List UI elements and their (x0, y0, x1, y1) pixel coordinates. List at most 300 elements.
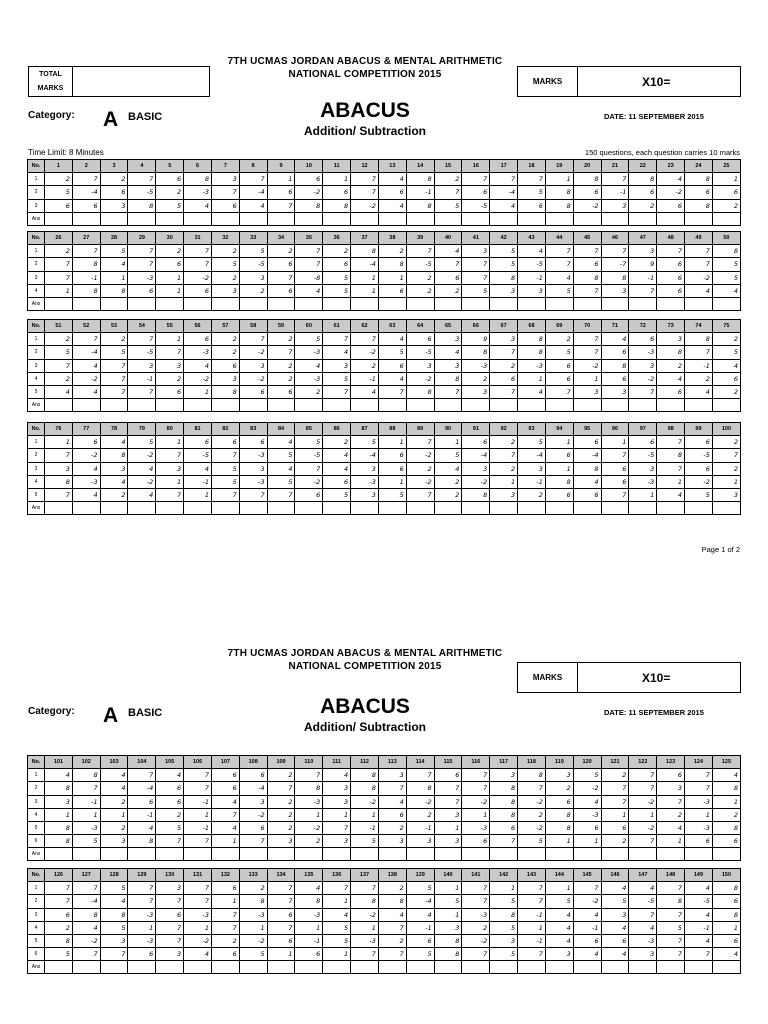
operand-cell: 6 (323, 258, 351, 271)
answer-cell[interactable] (434, 399, 462, 412)
answer-cell[interactable] (267, 212, 295, 225)
answer-cell[interactable] (685, 212, 713, 225)
answer-cell[interactable] (378, 502, 406, 515)
operand-cell: 6 (184, 436, 212, 449)
answer-cell[interactable] (72, 848, 100, 861)
row-index: 3 (28, 359, 45, 372)
answer-cell[interactable] (351, 848, 379, 861)
operand-cell: -3 (295, 372, 323, 385)
answer-cell[interactable] (573, 502, 601, 515)
answer-cell[interactable] (295, 848, 323, 861)
answer-cell[interactable] (72, 212, 100, 225)
answer-cell[interactable] (378, 297, 406, 310)
answer-cell[interactable] (490, 212, 518, 225)
operand-cell: 5 (267, 449, 295, 462)
answer-cell[interactable] (434, 502, 462, 515)
answer-cell[interactable] (629, 297, 657, 310)
answer-cell[interactable] (156, 212, 184, 225)
operand-cell: 4 (601, 882, 629, 895)
answer-cell[interactable] (629, 212, 657, 225)
operand-cell: 4 (239, 199, 267, 212)
marks-value[interactable]: X10= (642, 74, 671, 89)
marks-value[interactable]: X10= (642, 670, 671, 685)
operand-cell: 7 (462, 895, 490, 908)
answer-cell[interactable] (100, 297, 128, 310)
operand-cell: 6 (295, 488, 323, 501)
operand-cell: 7 (267, 488, 295, 501)
answer-cell[interactable] (657, 848, 685, 861)
operand-cell: 8 (45, 835, 73, 848)
answer-cell[interactable] (72, 297, 100, 310)
answer-cell[interactable] (601, 961, 629, 974)
answer-cell[interactable] (184, 502, 212, 515)
answer-cell[interactable] (45, 961, 73, 974)
operand-cell: 6 (434, 769, 462, 782)
answer-cell[interactable] (573, 399, 601, 412)
operand-cell: 8 (72, 284, 100, 297)
operand-cell: -2 (351, 908, 379, 921)
operand-cell: 7 (351, 948, 379, 961)
answer-cell[interactable] (378, 212, 406, 225)
answer-cell[interactable] (573, 297, 601, 310)
operand-cell: -5 (406, 346, 434, 359)
operand-cell: -5 (629, 449, 657, 462)
answer-cell[interactable] (712, 297, 740, 310)
answer-cell[interactable] (100, 212, 128, 225)
operand-cell: -2 (406, 372, 434, 385)
answer-cell[interactable] (601, 848, 629, 861)
answer-cell[interactable] (184, 297, 212, 310)
answer-cell[interactable] (351, 212, 379, 225)
answer-cell[interactable] (295, 502, 323, 515)
operand-cell: 6 (518, 199, 546, 212)
operand-cell: 7 (685, 948, 713, 961)
answer-cell[interactable] (45, 848, 73, 861)
answer-cell[interactable] (351, 297, 379, 310)
answer-cell[interactable] (267, 399, 295, 412)
operand-cell: 7 (184, 258, 212, 271)
operand-cell: 4 (100, 895, 128, 908)
answer-cell[interactable] (100, 399, 128, 412)
answer-cell[interactable] (434, 961, 462, 974)
answer-cell[interactable] (100, 961, 128, 974)
answer-cell[interactable] (184, 399, 212, 412)
answer-cell[interactable] (573, 848, 601, 861)
answer-cell[interactable] (378, 961, 406, 974)
answer-cell[interactable] (657, 502, 685, 515)
answer-cell[interactable] (72, 961, 100, 974)
operand-cell: 7 (378, 385, 406, 398)
answer-cell[interactable] (211, 212, 239, 225)
answer-cell[interactable] (295, 212, 323, 225)
answer-cell[interactable] (462, 961, 490, 974)
category-letter: A (103, 108, 119, 131)
answer-cell[interactable] (128, 399, 156, 412)
operand-cell: 8 (434, 948, 462, 961)
answer-cell[interactable] (72, 502, 100, 515)
operand-cell: -3 (462, 359, 490, 372)
answer-cell[interactable] (545, 848, 573, 861)
operand-cell: 6 (657, 385, 685, 398)
answer-cell[interactable] (545, 399, 573, 412)
operand-cell: 8 (184, 173, 212, 186)
answer-cell[interactable] (184, 961, 212, 974)
answer-cell[interactable] (45, 399, 73, 412)
operand-cell: 7 (657, 462, 685, 475)
operand-cell: 5 (323, 271, 351, 284)
operand-cell: 7 (267, 895, 295, 908)
answer-cell[interactable] (156, 502, 184, 515)
answer-cell[interactable] (490, 848, 518, 861)
row-label-ans: Ans (28, 297, 45, 310)
operand-cell: 8 (45, 475, 73, 488)
question-number: 129 (128, 869, 156, 882)
answer-cell[interactable] (601, 502, 629, 515)
operand-cell: -8 (295, 271, 323, 284)
answer-cell[interactable] (712, 399, 740, 412)
answer-cell[interactable] (490, 399, 518, 412)
operand-cell: -2 (573, 199, 601, 212)
operand-cell: 7 (156, 934, 184, 947)
operand-cell: 1 (211, 895, 239, 908)
operand-cell: 3 (545, 769, 573, 782)
answer-cell[interactable] (657, 399, 685, 412)
answer-cell[interactable] (128, 297, 156, 310)
answer-cell[interactable] (601, 399, 629, 412)
answer-cell[interactable] (434, 212, 462, 225)
question-number: 27 (72, 232, 100, 245)
operand-cell: 3 (239, 271, 267, 284)
row-index: 5 (28, 821, 45, 834)
operand-cell: 4 (295, 284, 323, 297)
answer-cell[interactable] (239, 212, 267, 225)
answer-cell[interactable] (351, 502, 379, 515)
answer-cell[interactable] (323, 502, 351, 515)
operand-cell: 7 (378, 948, 406, 961)
operand-cell: 7 (490, 346, 518, 359)
answer-cell[interactable] (685, 502, 713, 515)
operand-cell: -4 (573, 449, 601, 462)
answer-cell[interactable] (406, 848, 434, 861)
operand-cell: 1 (351, 271, 379, 284)
answer-cell[interactable] (518, 961, 546, 974)
operand-cell: 3 (601, 284, 629, 297)
total-marks-label-line2: MARKS (37, 84, 64, 92)
answer-cell[interactable] (323, 212, 351, 225)
question-grid (27, 422, 741, 515)
operand-cell: -3 (685, 795, 713, 808)
operand-cell: 4 (45, 769, 73, 782)
operand-cell: 8 (100, 284, 128, 297)
operand-cell: 8 (434, 372, 462, 385)
operand-cell: 8 (657, 449, 685, 462)
operand-cell: 1 (434, 908, 462, 921)
operand-cell: 5 (490, 245, 518, 258)
operand-cell: 6 (434, 271, 462, 284)
operand-cell: 6 (211, 436, 239, 449)
operand-cell: 8 (573, 271, 601, 284)
operand-cell: 4 (712, 359, 740, 372)
operand-row (28, 372, 741, 385)
answer-cell[interactable] (629, 961, 657, 974)
total-marks-field[interactable] (73, 67, 209, 96)
answer-cell[interactable] (100, 502, 128, 515)
operand-row (28, 475, 741, 488)
operand-cell: 1 (323, 948, 351, 961)
answer-cell[interactable] (518, 297, 546, 310)
operand-cell: 8 (378, 258, 406, 271)
answer-cell[interactable] (518, 848, 546, 861)
operand-cell: 1 (462, 808, 490, 821)
question-number: 141 (462, 869, 490, 882)
operand-cell: 7 (156, 895, 184, 908)
answer-cell[interactable] (462, 848, 490, 861)
answer-cell[interactable] (211, 961, 239, 974)
answer-cell[interactable] (323, 848, 351, 861)
answer-cell[interactable] (184, 212, 212, 225)
answer-cell[interactable] (657, 297, 685, 310)
operand-row (28, 882, 741, 895)
operand-cell: 7 (462, 882, 490, 895)
operand-cell: -1 (518, 475, 546, 488)
operand-cell: 5 (351, 436, 379, 449)
answer-cell[interactable] (629, 502, 657, 515)
answer-cell[interactable] (239, 961, 267, 974)
operand-cell: 6 (685, 462, 713, 475)
operand-cell: 7 (267, 271, 295, 284)
answer-cell[interactable] (573, 212, 601, 225)
answer-cell[interactable] (267, 961, 295, 974)
operand-cell: 4 (712, 284, 740, 297)
question-number: 68 (518, 320, 546, 333)
answer-cell[interactable] (712, 212, 740, 225)
answer-cell[interactable] (128, 212, 156, 225)
operand-cell: 4 (267, 436, 295, 449)
operand-cell: 7 (45, 449, 73, 462)
answer-cell[interactable] (351, 399, 379, 412)
operand-cell: 2 (45, 372, 73, 385)
operand-cell: 4 (629, 921, 657, 934)
answer-cell[interactable] (295, 961, 323, 974)
operand-row (28, 769, 741, 782)
answer-cell[interactable] (545, 297, 573, 310)
answer-cell[interactable] (128, 502, 156, 515)
answer-cell[interactable] (239, 502, 267, 515)
answer-cell[interactable] (100, 848, 128, 861)
answer-cell[interactable] (601, 212, 629, 225)
answer-cell[interactable] (518, 399, 546, 412)
operand-cell: -4 (462, 449, 490, 462)
operand-cell: 6 (378, 462, 406, 475)
operand-cell: 8 (128, 199, 156, 212)
operand-cell: 5 (601, 895, 629, 908)
question-number: 137 (351, 869, 379, 882)
operand-cell: 5 (100, 346, 128, 359)
operand-cell: 3 (490, 333, 518, 346)
question-number: 133 (239, 869, 267, 882)
answer-cell[interactable] (406, 961, 434, 974)
answer-cell[interactable] (685, 848, 713, 861)
answer-cell[interactable] (128, 848, 156, 861)
answer-cell[interactable] (323, 399, 351, 412)
answer-cell[interactable] (156, 297, 184, 310)
operand-cell: 6 (657, 271, 685, 284)
answer-cell[interactable] (518, 502, 546, 515)
answer-cell[interactable] (211, 297, 239, 310)
operand-cell: 8 (462, 488, 490, 501)
answer-cell[interactable] (406, 297, 434, 310)
operand-cell: 7 (128, 895, 156, 908)
answer-cell[interactable] (267, 297, 295, 310)
answer-cell[interactable] (323, 961, 351, 974)
answer-cell[interactable] (128, 961, 156, 974)
answer-cell[interactable] (545, 502, 573, 515)
answer-cell[interactable] (211, 399, 239, 412)
operand-cell: -3 (629, 346, 657, 359)
operand-cell: 2 (378, 882, 406, 895)
operand-cell: 7 (72, 782, 100, 795)
question-number: 22 (629, 160, 657, 173)
answer-cell[interactable] (629, 848, 657, 861)
operand-cell: 4 (657, 488, 685, 501)
operand-cell: 7 (100, 948, 128, 961)
answer-cell[interactable] (462, 502, 490, 515)
answer-cell[interactable] (267, 502, 295, 515)
question-number: 85 (295, 423, 323, 436)
question-number: 59 (267, 320, 295, 333)
operand-cell: 2 (267, 821, 295, 834)
competition-title-line2: NATIONAL COMPETITION 2015 (288, 661, 442, 672)
answer-cell[interactable] (685, 399, 713, 412)
answer-cell[interactable] (462, 212, 490, 225)
answer-cell[interactable] (295, 297, 323, 310)
answer-cell[interactable] (156, 961, 184, 974)
operand-cell: 2 (712, 436, 740, 449)
answer-cell[interactable] (462, 297, 490, 310)
operand-cell: 2 (211, 333, 239, 346)
question-number: 20 (573, 160, 601, 173)
operand-cell: 8 (45, 821, 73, 834)
answer-cell[interactable] (490, 297, 518, 310)
answer-cell[interactable] (545, 212, 573, 225)
answer-cell[interactable] (462, 399, 490, 412)
operand-cell: 7 (351, 173, 379, 186)
answer-cell[interactable] (657, 212, 685, 225)
answer-cell[interactable] (378, 399, 406, 412)
operand-cell: 6 (378, 449, 406, 462)
operand-cell: 5 (490, 921, 518, 934)
answer-cell[interactable] (490, 961, 518, 974)
answer-cell[interactable] (323, 297, 351, 310)
operand-cell: -1 (351, 372, 379, 385)
question-number: 35 (295, 232, 323, 245)
answer-cell[interactable] (657, 961, 685, 974)
question-number: 44 (545, 232, 573, 245)
answer-cell[interactable] (545, 961, 573, 974)
answer-cell[interactable] (685, 297, 713, 310)
answer-cell[interactable] (406, 502, 434, 515)
operand-cell: 6 (573, 186, 601, 199)
answer-cell[interactable] (629, 399, 657, 412)
question-number: 101 (45, 756, 73, 769)
answer-cell[interactable] (239, 848, 267, 861)
operand-cell: 7 (351, 333, 379, 346)
operand-cell: -2 (518, 821, 546, 834)
operand-cell: 2 (462, 372, 490, 385)
question-number: 121 (601, 756, 629, 769)
operand-cell: 5 (45, 948, 73, 961)
answer-cell[interactable] (295, 399, 323, 412)
operand-cell: 2 (100, 821, 128, 834)
answer-cell[interactable] (685, 961, 713, 974)
operand-cell: 3 (518, 462, 546, 475)
answer-cell[interactable] (490, 502, 518, 515)
answer-cell[interactable] (211, 502, 239, 515)
answer-cell[interactable] (712, 502, 740, 515)
answer-cell[interactable] (712, 961, 740, 974)
question-number: 43 (518, 232, 546, 245)
operand-cell: 7 (657, 934, 685, 947)
answer-cell[interactable] (211, 848, 239, 861)
answer-cell[interactable] (239, 399, 267, 412)
operand-row (28, 436, 741, 449)
answer-cell[interactable] (156, 399, 184, 412)
answer-cell[interactable] (267, 848, 295, 861)
operand-cell: 6 (378, 359, 406, 372)
operand-cell: 3 (378, 769, 406, 782)
operand-cell: 6 (72, 436, 100, 449)
question-number: 55 (156, 320, 184, 333)
answer-cell[interactable] (573, 961, 601, 974)
answer-cell[interactable] (378, 848, 406, 861)
operand-cell: 8 (72, 769, 100, 782)
answer-cell[interactable] (72, 399, 100, 412)
operand-cell: 6 (295, 173, 323, 186)
answer-cell[interactable] (406, 212, 434, 225)
category-level: BASIC (128, 111, 163, 123)
operand-cell: 2 (295, 835, 323, 848)
answer-cell[interactable] (712, 848, 740, 861)
row-index: 2 (28, 449, 45, 462)
answer-cell[interactable] (45, 212, 73, 225)
operand-cell: 5 (211, 462, 239, 475)
question-number: 4 (128, 160, 156, 173)
answer-cell[interactable] (601, 297, 629, 310)
operand-cell: 6 (128, 795, 156, 808)
answer-cell[interactable] (351, 961, 379, 974)
answer-cell[interactable] (45, 502, 73, 515)
operand-cell: -2 (128, 475, 156, 488)
question-number: 57 (211, 320, 239, 333)
question-number: 40 (434, 232, 462, 245)
answer-cell[interactable] (406, 399, 434, 412)
row-label-no: No. (28, 232, 45, 245)
operand-cell: 3 (601, 199, 629, 212)
answer-cell[interactable] (239, 297, 267, 310)
operand-cell: 7 (184, 895, 212, 908)
answer-cell[interactable] (434, 848, 462, 861)
operand-cell: 7 (434, 186, 462, 199)
question-number: 123 (657, 756, 685, 769)
operand-cell: 5 (434, 449, 462, 462)
operand-cell: -2 (239, 808, 267, 821)
answer-cell[interactable] (45, 297, 73, 310)
answer-cell[interactable] (156, 848, 184, 861)
answer-cell[interactable] (518, 212, 546, 225)
answer-cell[interactable] (184, 848, 212, 861)
category-level: BASIC (128, 707, 163, 719)
answer-cell[interactable] (434, 297, 462, 310)
